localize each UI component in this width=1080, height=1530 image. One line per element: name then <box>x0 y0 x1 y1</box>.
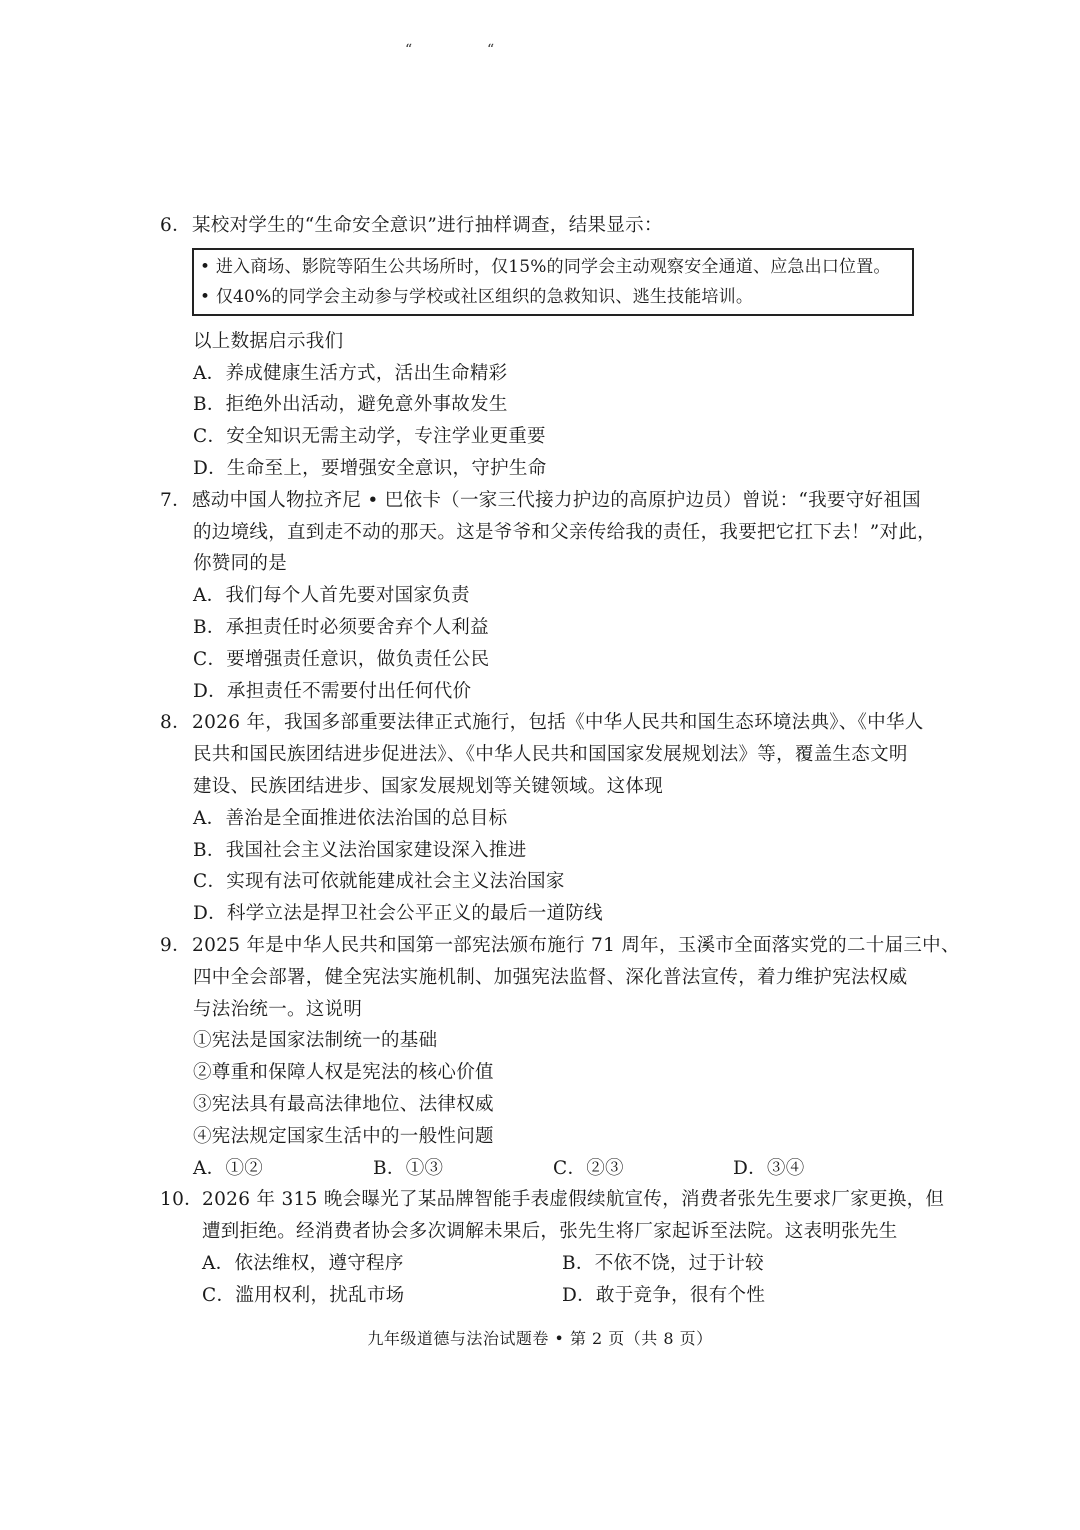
question-6-number: 6． <box>160 215 191 236</box>
question-10 <box>160 1184 945 1311</box>
question-6 <box>160 210 930 485</box>
question-7-stem-line-1 <box>160 485 930 517</box>
question-6-stem <box>160 210 930 242</box>
question-9-stem-line-2: 四中全会部署，健全宪法实施机制、加强宪法监督、深化普法宣传，着力维护宪法权威 <box>193 966 908 988</box>
question-10-option-a: A．依法维权，遵守程序 <box>202 1252 404 1274</box>
question-10-option-c: C．滥用权利，扰乱市场 <box>202 1284 405 1306</box>
question-9-statement-4: ④宪法规定国家生活中的一般性问题 <box>193 1125 494 1147</box>
question-9-option-d: D．③④ <box>733 1157 805 1179</box>
question-7-number: 7． <box>160 489 191 511</box>
question-9-number: 9． <box>160 934 191 956</box>
question-6-prompt: 以上数据启示我们 <box>193 330 344 352</box>
question-9 <box>160 930 960 1184</box>
question-10-stem-line-2: 遭到拒绝。经消费者协会多次调解未果后，张先生将厂家起诉至法院。这表明张先生 <box>202 1221 898 1243</box>
survey-data-line-2: • 仅40%的同学会主动参与学校或社区组织的急救知识、逃生技能培训。 <box>200 286 754 307</box>
survey-data-box <box>192 248 914 316</box>
question-8-option-c: C．实现有法可依就能建成社会主义法治国家 <box>193 871 565 893</box>
question-8 <box>160 707 930 930</box>
question-7-option-d: D．承担责任不需要付出任何代价 <box>193 680 472 702</box>
question-7-stem-line-2: 的边境线，直到走不动的那天。这是爷爷和父亲传给我的责任，我要把它扛下去！”对此， <box>193 521 936 543</box>
question-6-option-a: A．养成健康生活方式，活出生命精彩 <box>193 362 508 384</box>
question-6-option-d: D．生命至上，要增强安全意识，守护生命 <box>193 457 547 479</box>
question-9-stem-line-3: 与法治统一。这说明 <box>193 998 363 1020</box>
question-10-stem-text-1: 2026 年 315 晚会曝光了某品牌智能手表虚假续航宣传，消费者张先生要求厂家更换，但 <box>202 1189 945 1211</box>
question-7 <box>160 485 936 708</box>
question-8-stem-text-1: 2026 年，我国多部重要法律正式施行，包括《中华人民共和国生态环境法典》、《中华人 <box>192 712 924 734</box>
question-7-option-c: C．要增强责任意识，做负责任公民 <box>193 648 490 670</box>
question-9-option-c: C．②③ <box>553 1157 624 1179</box>
question-8-number: 8． <box>160 712 191 734</box>
question-9-option-b: B．①③ <box>373 1157 444 1179</box>
question-10-option-d: D．敢于竞争，很有个性 <box>562 1284 766 1306</box>
question-6-option-c: C．安全知识无需主动学，专注学业更重要 <box>193 426 546 448</box>
question-8-option-b: B．我国社会主义法治国家建设深入推进 <box>193 839 527 861</box>
question-9-statement-2: ②尊重和保障人权是宪法的核心价值 <box>193 1062 494 1084</box>
question-7-stem-line-3: 你赞同的是 <box>193 553 288 575</box>
question-7-option-b: B．承担责任时必须要舍弃个人利益 <box>193 616 489 638</box>
question-10-stem-line-1 <box>160 1184 945 1216</box>
exam-content <box>160 210 960 1312</box>
question-7-option-a: A．我们每个人首先要对国家负责 <box>193 585 470 607</box>
question-9-options <box>160 1153 930 1185</box>
question-7-stem-text-1: 感动中国人物拉齐尼 • 巴依卡（一家三代接力护边的高原护边员）曾说：“我要守好祖国 <box>192 489 921 511</box>
question-9-statement-3: ③宪法具有最高法律地位、法律权威 <box>193 1093 494 1115</box>
question-8-stem-line-2: 民共和国民族团结进步促进法》、《中华人民共和国国家发展规划法》等，覆盖生态文明 <box>193 744 908 766</box>
quote-mark-right: “ <box>487 42 495 58</box>
question-10-options-row-1 <box>160 1248 930 1280</box>
question-6-stem-text: 某校对学生的“生命安全意识”进行抽样调查，结果显示： <box>192 215 663 236</box>
question-10-option-b: B．不依不饶，过于计较 <box>562 1252 764 1274</box>
question-9-statement-1: ①宪法是国家法制统一的基础 <box>193 1030 438 1052</box>
question-9-stem-line-1 <box>160 930 960 962</box>
question-8-stem-line-3: 建设、民族团结进步、国家发展规划等关键领域。这体现 <box>193 775 664 797</box>
question-9-option-a: A．①② <box>193 1157 264 1179</box>
survey-data-line-1: • 进入商场、影院等陌生公共场所时，仅15%的同学会主动观察安全通道、应急出口位置。 <box>200 256 891 277</box>
question-8-option-d: D．科学立法是捍卫社会公平正义的最后一道防线 <box>193 903 603 925</box>
quote-mark-left: “ <box>405 42 413 58</box>
question-10-options-row-2 <box>160 1280 930 1312</box>
question-8-stem-line-1 <box>160 707 930 739</box>
page-footer: 九年级道德与法治试题卷 • 第 2 页（共 8 页） <box>367 1329 713 1348</box>
question-10-number: 10． <box>160 1189 203 1211</box>
question-6-option-b: B．拒绝外出活动，避免意外事故发生 <box>193 394 508 416</box>
question-8-option-a: A．善治是全面推进依法治国的总目标 <box>193 807 508 829</box>
question-9-stem-text-1: 2025 年是中华人民共和国第一部宪法颁布施行 71 周年，玉溪市全面落实党的二十届三中、 <box>192 934 960 956</box>
